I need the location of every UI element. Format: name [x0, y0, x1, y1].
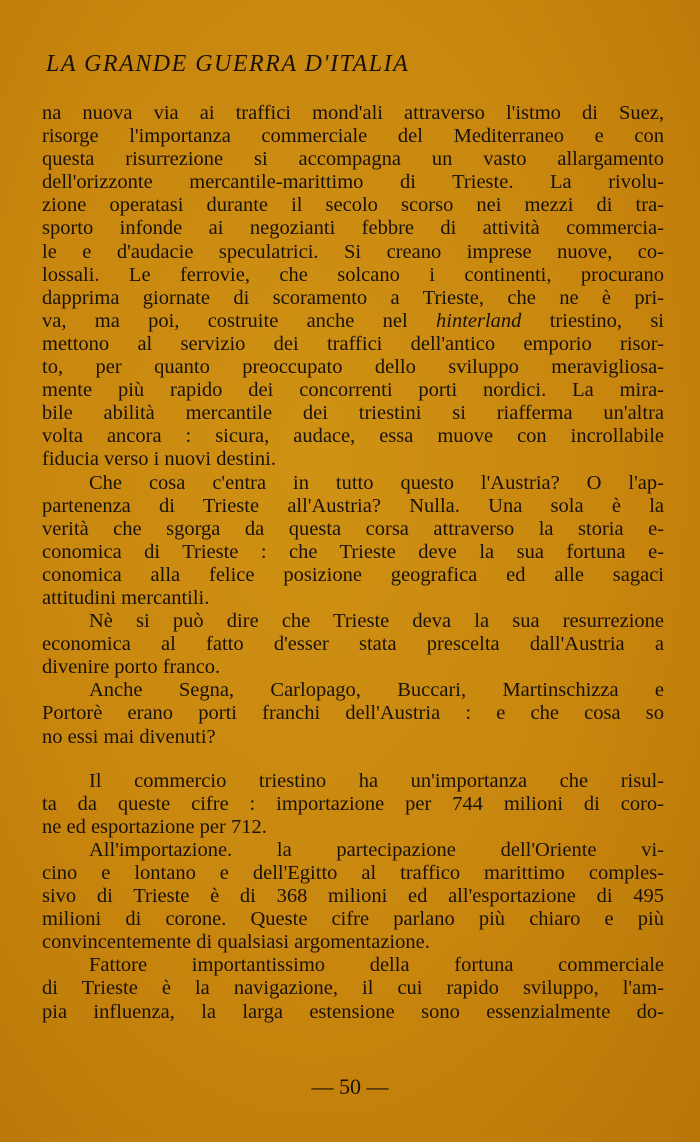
- text-line: verità che sgorga da questa corsa attraverso la storia e-: [42, 517, 664, 540]
- text-line: milioni di corone. Queste cifre parlano più chiaro e più: [42, 908, 664, 931]
- text-line: risorge l'importanza commerciale del Mediterraneo e con: [42, 125, 664, 148]
- text-line: bile abilità mercantile dei triestini si riafferma un'altra: [42, 402, 664, 425]
- text-line: pia influenza, la larga estensione sono essenzialmente do-: [42, 1000, 664, 1023]
- text-line: Fattore importantissimo della fortuna commerciale: [89, 954, 664, 977]
- text-segment: va, ma poi, costruite anche nel: [42, 309, 437, 332]
- running-head: LA GRANDE GUERRA D'ITALIA: [46, 51, 410, 77]
- text-line: cino e lontano e dell'Egitto al traffico marittimo comples-: [42, 862, 664, 884]
- text-line: no essi mai divenuti?: [42, 725, 216, 748]
- text-line: [42, 310, 664, 333]
- text-line: divenire porto franco.: [42, 656, 221, 679]
- text-line: convincentemente di qualsiasi argomentazione.: [42, 931, 430, 954]
- text-line: Il commercio triestino ha un'importanza che risul-: [89, 769, 664, 792]
- text-line: economica al fatto d'esser stata prescelta dall'Austria a: [42, 633, 664, 656]
- text-line: sporto infonde ai negozianti febbre di attività commercia-: [42, 217, 664, 240]
- text-line: Portorè erano porti franchi dell'Austria : e che cosa so: [42, 702, 664, 725]
- text-line: mettono al servizio dei traffici dell'antico emporio risor-: [42, 332, 664, 355]
- body-text: [42, 102, 664, 1024]
- text-line: Nè si può dire che Trieste deva la sua resurrezione: [89, 610, 664, 633]
- italic-term: hinterland: [436, 309, 522, 332]
- text-line: mente più rapido dei concorrenti porti nordici. La mira-: [42, 379, 664, 402]
- text-line: di Trieste è la navigazione, il cui rapido sviluppo, l'am-: [42, 977, 664, 1000]
- text-segment: triestino, si: [521, 309, 664, 332]
- text-line: attitudini mercantili.: [42, 586, 210, 609]
- text-line: ne ed esportazione per 712.: [42, 815, 267, 838]
- text-line: lossali. Le ferrovie, che solcano i continenti, procurano: [42, 263, 664, 286]
- text-line: fiducia verso i nuovi destini.: [42, 448, 276, 471]
- text-line: Anche Segna, Carlopago, Buccari, Martinschizza e: [89, 679, 664, 702]
- text-line: to, per quanto preoccupato dello sviluppo meravigliosa-: [42, 356, 664, 379]
- text-line: zione operatasi durante il secolo scorso nei mezzi di tra-: [42, 194, 664, 217]
- text-line: questa risurrezione si accompagna un vasto allargamento: [42, 148, 664, 171]
- text-line: ta da queste cifre : importazione per 744 milioni di coro-: [42, 792, 664, 815]
- text-line: dapprima giornate di scoramento a Trieste, che ne è pri-: [42, 286, 664, 309]
- text-line: sivo di Trieste è di 368 milioni ed all'esportazione di 495: [42, 885, 664, 908]
- text-line: conomica di Trieste : che Trieste deve la sua fortuna e-: [42, 540, 664, 563]
- text-line: dell'orizzonte mercantile-marittimo di Trieste. La rivolu-: [42, 171, 664, 194]
- text-line: Che cosa c'entra in tutto questo l'Austria? O l'ap-: [89, 471, 664, 494]
- text-line: volta ancora : sicura, audace, essa muove con incrollabile: [42, 425, 664, 448]
- text-line: na nuova via ai traffici mond'ali attraverso l'istmo di Suez,: [42, 102, 664, 124]
- text-line: partenenza di Trieste all'Austria? Nulla. Una sola è la: [42, 494, 664, 517]
- text-line: All'importazione. la partecipazione dell'Oriente vi-: [89, 838, 664, 861]
- page-number: — 50 —: [311, 1074, 389, 1099]
- text-line: le e d'audacie speculatrici. Si creano imprese nuove, co-: [42, 240, 664, 263]
- text-line: conomica alla felice posizione geografica ed alle sagaci: [42, 563, 664, 586]
